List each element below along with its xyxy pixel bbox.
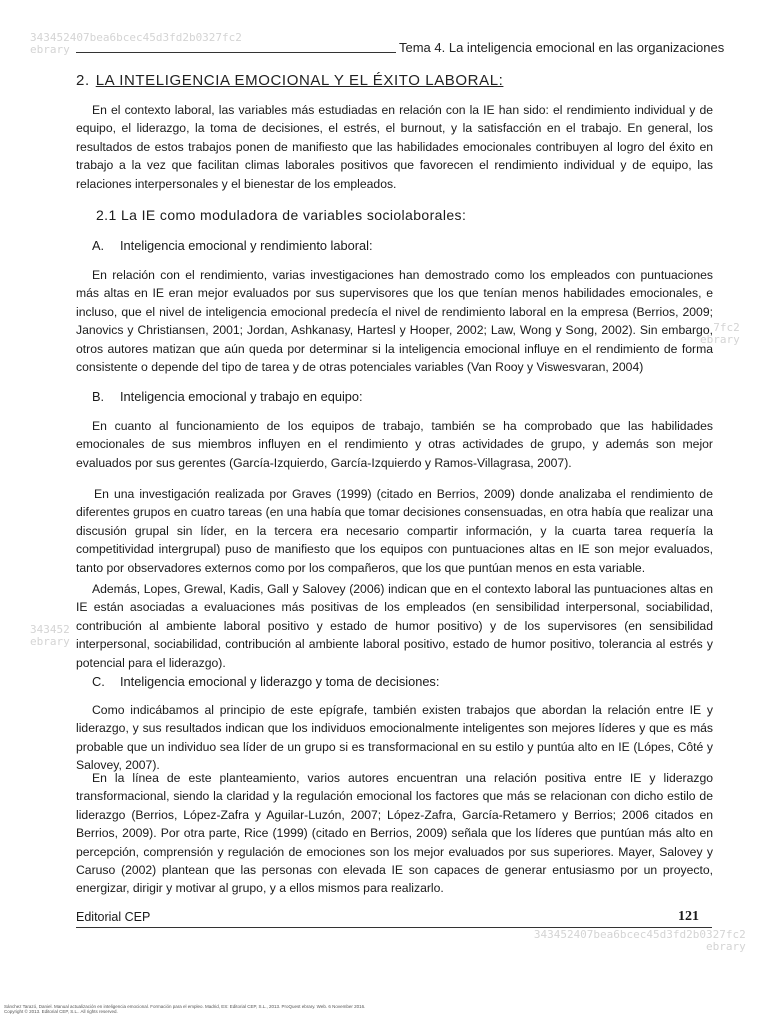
item-a-label: Inteligencia emocional y rendimiento laboral: [120,238,373,253]
legal-notice [4,1004,365,1014]
watermark-right: 7fc2 ebrary [700,321,740,346]
page-number: 121 [678,909,699,924]
paragraph-b1: En cuanto al funcionamiento de los equipos de trabajo, también se ha comprobado que las habilidades emocionales de sus miembros influyen en el rendimiento y otras actividades de grupo, y además son mejor evaluados por sus gerentes (García-Izquierdo, García-Izquierdo y Ramos-Villagrasa, 2007). [76,419,713,470]
item-c-heading [92,674,439,689]
paragraph-c1: Como indicábamos al principio de este epígrafe, también existen trabajos que abordan la relación entre IE y liderazgo, y sus resultados indican que los individuos emocionalmente inteligentes son mejores líderes y que es más probable que un individuo sea líder de un grupo si es transformacional en su estilo y puntúa alto en IE (Lópes, Côté y Salovey, 2007). [76,703,713,773]
paragraph-a1: En relación con el rendimiento, varias investigaciones han demostrado como los empleados con puntuaciones más altas en IE eran mejor evaluados por sus supervisores que los que tenían menos habilidades emocionales, e incluso, que el nivel de inteligencia emocional predecía el nivel de rendimiento laboral en la empresa (Berrios, 2009; Janovics y Christiansen, 2001; Jordan, Ashkanasy, Hartesl y Hooper, 2002; Law, Wong y Song, 2002). Sin embargo, otros autores matizan que aún queda por determinar si la inteligencia emocional influye en el rendimiento de forma consistente o depende del tipo de tarea y de otras potenciales variables (Van Rooy y Viswesvaran, 2004) [76,268,713,375]
item-b-label: Inteligencia emocional y trabajo en equipo: [120,389,363,404]
item-b-heading [92,389,363,404]
paragraph-intro: En el contexto laboral, las variables más estudiadas en relación con la IE han sido: el rendimiento individual y de equipo, el liderazgo, la toma de decisiones, el estrés, el burnout, y la satisfacción en el trabajo. En general, los resultados de estos trabajos ponen de manifiesto que las habilidades emocionales contribuyen al logro del éxito en trabajo a la vez que facilitan climas laborales positivos que favorecen el rendimiento individual y de equipo, las relaciones interpersonales y el bienestar de los empleados. [76,103,713,191]
running-head: Tema 4. La inteligencia emocional en las organizaciones [399,40,725,55]
item-a-heading [92,238,373,253]
legal-line-2: Copyright © 2013. Editorial CEP, S.L.. All rights reserved. [4,1009,118,1014]
item-c-label: Inteligencia emocional y liderazgo y toma de decisiones: [120,674,440,689]
paragraph-c2: En la línea de este planteamiento, varios autores encuentran una relación positiva entre IE y liderazgo transformacional, siendo la claridad y la regulación emocional los factores que más se relacionan con dicho estilo de liderazgo (Berrios, López-Zafra y Aguilar-Luzón, 2007; López-Zafra, García-Retamero y Berrios; 2006 citados en Berrios, 2009). Por otra parte, Rice (1999) (citado en Berrios, 2009) señala que los líderes que puntúan más alto en percepción, comprensión y regulación de emociones son los mejor evaluados por sus superiores. Mayer, Salovey y Caruso (2002) plantean que las personas con elevada IE son capaces de generar entusiasmo por un proyecto, energizar, dirigir y motivar al grupo, y a ellos mismos para realizarlo. [76,771,713,896]
paragraph-b2: En una investigación realizada por Graves (1999) (citado en Berrios, 2009) donde analizaba el rendimiento de diferentes grupos en cuatro tareas (en una había que tomar decisiones consensuadas, en otra había que realizar una discusión grupal sin líder, en la tercera era necesario compartir información, y la cuarta tarea requería la competitividad intergrupal) puso de manifiesto que los equipos con puntuaciones altas en IE son mejor evaluados, tanto por observadores externos como por los compañeros, que los que puntúan menos en esta variable. [76,487,713,575]
paragraph-b3: Además, Lopes, Grewal, Kadis, Gall y Salovey (2006) indican que en el contexto laboral las puntuaciones altas en IE están asociadas a evaluaciones más positivas de los empleados (en sensibilidad interpersonal, sociabilidad, contribución al ambiente laboral positivo y estado de humor positivo) y de los supervisores (en sensibilidad interpersonal, sociabilidad, contribución al ambiente laboral positivo, estado de humor positivo, tolerancia al estrés y potencial para el liderazgo). [76,582,713,670]
section-title [76,72,503,89]
legal-line-1: Sánchez Tarazó, Daniel. Manual actualización en inteligencia emocional. Formación para el empleo. Madrid, ES: Editorial CEP, S.L., 2013. ProQuest ebrary. Web. 6 November 2016. [4,1004,366,1009]
watermark-bottom-right: 343452407bea6bcec45d3fd2b0327fc2 ebrary [533,928,746,953]
header-rule [76,52,396,53]
watermark-left: 343452 ebrary [30,623,70,648]
subsection-title: 2.1 La IE como moduladora de variables sociolaborales: [96,207,467,223]
item-c-letter: C. [92,674,105,689]
item-b-letter: B. [92,389,105,404]
item-a-letter: A. [92,238,105,253]
section-number: 2. [76,72,90,89]
footer-rule [76,927,712,928]
section-title-text: LA INTELIGENCIA EMOCIONAL Y EL ÉXITO LABORAL: [95,72,504,89]
watermark-top-left: 343452407bea6bcec45d3fd2b0327fc2 ebrary [30,31,242,56]
footer-publisher: Editorial CEP [76,910,151,924]
